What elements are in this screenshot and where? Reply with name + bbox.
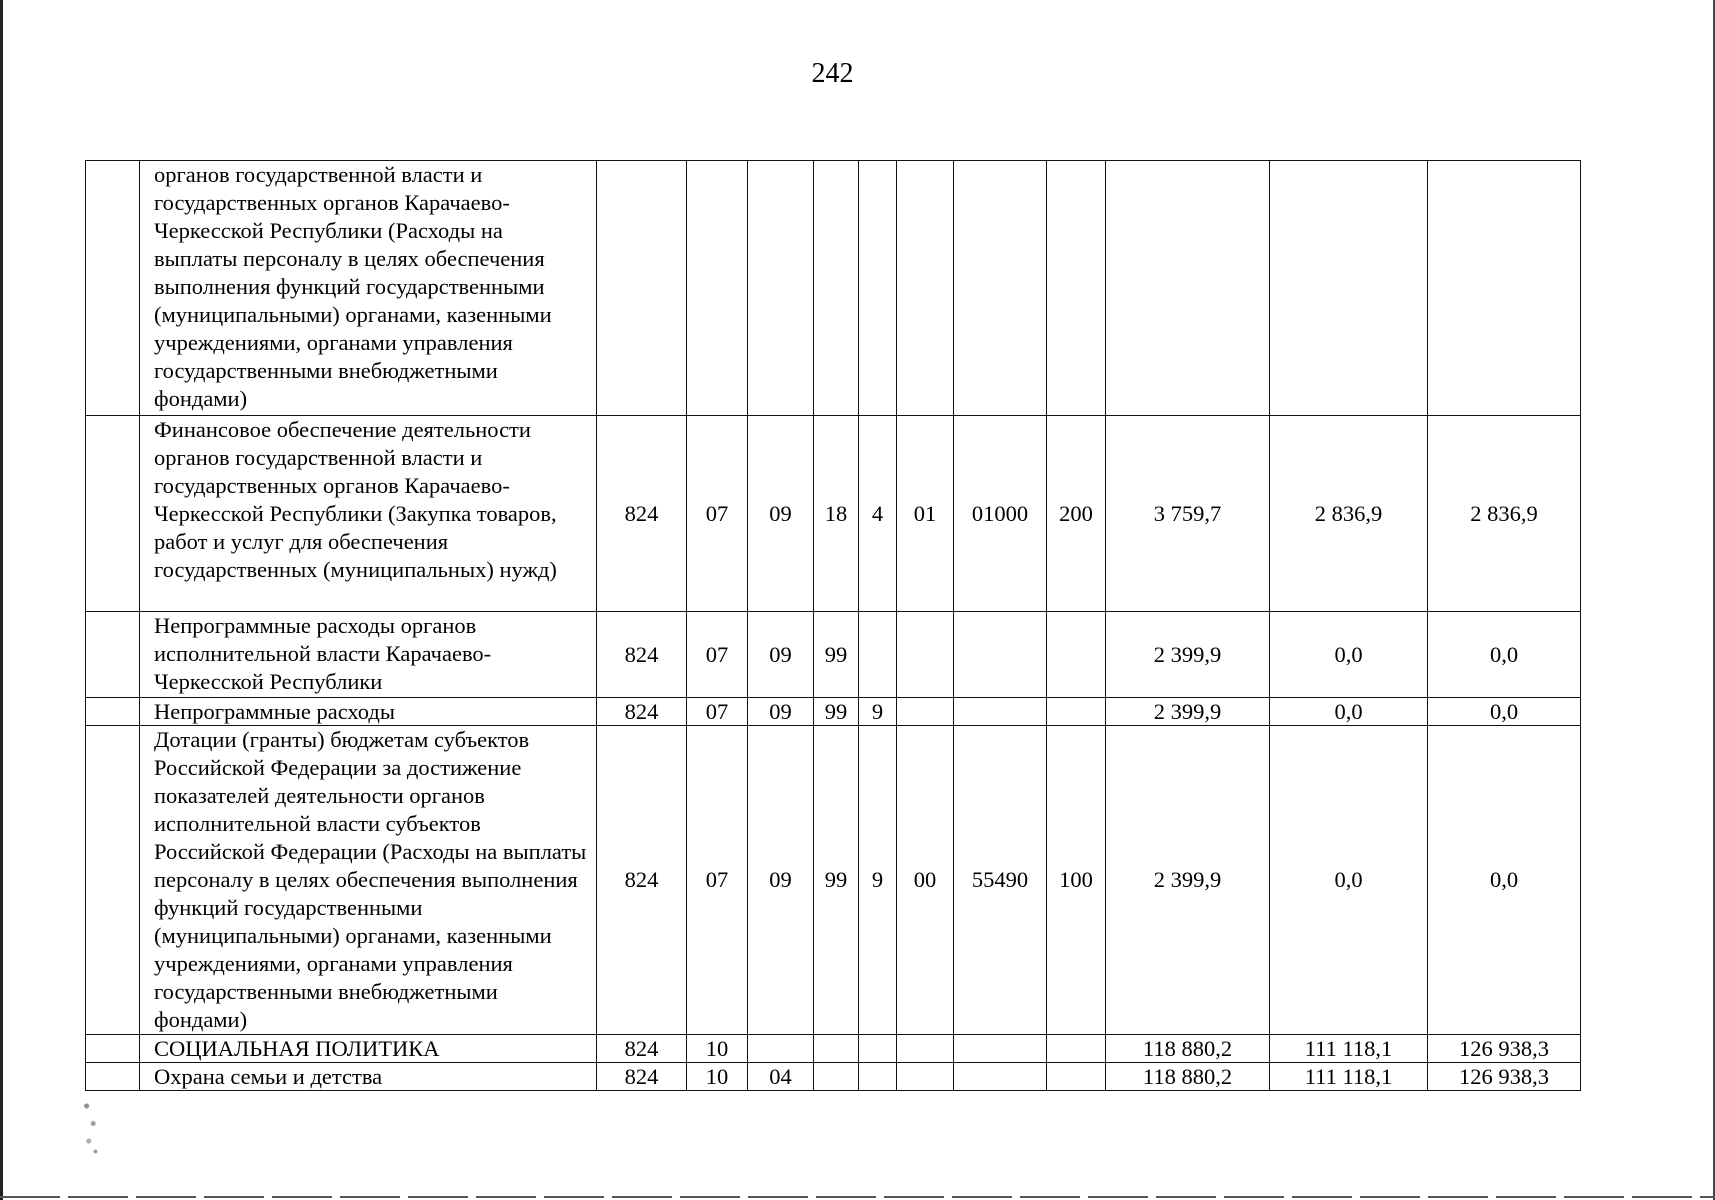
expense-name-cell: Непрограммные расходы [140,698,597,726]
program-cell [814,161,859,416]
expense-name-cell: органов государственной власти и государственных органов Карачаево-Черкесской Республики (Расходы на выплаты персоналу в целях обеспечения выполнения функций государственными (муниципальными) органами, казенными учреждениями, органами управления государственными внебюджетными фондами) [140,161,597,416]
main-event-cell [897,1035,954,1063]
year2-cell: 111 118,1 [1270,1063,1428,1091]
direction-cell [954,698,1047,726]
year3-cell: 2 836,9 [1428,416,1581,612]
expense-type-cell: 100 [1047,726,1106,1035]
expense-type-cell [1047,1035,1106,1063]
program-cell: 99 [814,726,859,1035]
program-cell [814,1035,859,1063]
year2-cell: 2 836,9 [1270,416,1428,612]
code-cell: 824 [597,726,687,1035]
year1-cell: 118 880,2 [1106,1063,1270,1091]
subsection-cell: 09 [748,416,814,612]
year1-cell [1106,161,1270,416]
section-cell: 07 [687,416,748,612]
year3-cell: 0,0 [1428,726,1581,1035]
code-cell: 824 [597,698,687,726]
subsection-cell: 09 [748,726,814,1035]
year1-cell: 2 399,9 [1106,698,1270,726]
direction-cell: 55490 [954,726,1047,1035]
row-number-cell [86,698,140,726]
year2-cell: 0,0 [1270,612,1428,698]
expense-name-cell: Дотации (гранты) бюджетам субъектов Российской Федерации за достижение показателей деятельности органов исполнительной власти субъектов Российской Федерации (Расходы на выплаты персоналу в целях обеспечения выполнения функций государственными (муниципальными) органами, казенными учреждениями, органами управления государственными внебюджетными фондами) [140,726,597,1035]
year2-cell: 111 118,1 [1270,1035,1428,1063]
direction-cell: 01000 [954,416,1047,612]
row-number-cell [86,1063,140,1091]
year1-cell: 3 759,7 [1106,416,1270,612]
table-row [86,416,1581,612]
subsection-cell: 09 [748,698,814,726]
subprogram-cell: 4 [859,416,897,612]
program-cell: 18 [814,416,859,612]
main-event-cell: 00 [897,726,954,1035]
code-cell: 824 [597,1035,687,1063]
table-row [86,161,1581,416]
section-cell: 10 [687,1035,748,1063]
year3-cell: 126 938,3 [1428,1063,1581,1091]
subprogram-cell [859,1035,897,1063]
direction-cell [954,612,1047,698]
section-cell: 10 [687,1063,748,1091]
code-cell: 824 [597,416,687,612]
page-number: 242 [811,58,854,89]
expense-type-cell [1047,612,1106,698]
main-event-cell [897,161,954,416]
expense-type-cell [1047,161,1106,416]
program-cell: 99 [814,612,859,698]
year3-cell [1428,161,1581,416]
expense-type-cell [1047,698,1106,726]
expense-name-cell: Охрана семьи и детства [140,1063,597,1091]
row-number-cell [86,612,140,698]
subsection-cell: 09 [748,612,814,698]
expense-name-cell: СОЦИАЛЬНАЯ ПОЛИТИКА [140,1035,597,1063]
direction-cell [954,1063,1047,1091]
section-cell: 07 [687,612,748,698]
scan-bottom-edge [0,1196,1715,1198]
year2-cell [1270,161,1428,416]
code-cell: 824 [597,612,687,698]
table-row [86,612,1581,698]
row-number-cell [86,416,140,612]
expense-type-cell [1047,1063,1106,1091]
subprogram-cell [859,1063,897,1091]
year2-cell: 0,0 [1270,698,1428,726]
year1-cell: 118 880,2 [1106,1035,1270,1063]
budget-table [85,160,1581,1091]
row-number-cell [86,726,140,1035]
year3-cell: 0,0 [1428,612,1581,698]
section-cell: 07 [687,698,748,726]
section-cell: 07 [687,726,748,1035]
subsection-cell: 04 [748,1063,814,1091]
direction-cell [954,161,1047,416]
main-event-cell [897,612,954,698]
year1-cell: 2 399,9 [1106,612,1270,698]
subprogram-cell: 9 [859,698,897,726]
scan-left-edge [0,0,3,1200]
subprogram-cell [859,161,897,416]
main-event-cell: 01 [897,416,954,612]
year3-cell: 126 938,3 [1428,1035,1581,1063]
subsection-cell [748,1035,814,1063]
section-cell [687,161,748,416]
expense-name-cell: Финансовое обеспечение деятельности органов государственной власти и государственных органов Карачаево-Черкесской Республики (Закупка товаров, работ и услуг для обеспечения государственных (муниципальных) нужд) [140,416,597,612]
table-row [86,1035,1581,1063]
row-number-cell [86,1035,140,1063]
table-row [86,698,1581,726]
row-number-cell [86,161,140,416]
subprogram-cell: 9 [859,726,897,1035]
program-cell [814,1063,859,1091]
main-event-cell [897,698,954,726]
direction-cell [954,1035,1047,1063]
table-row [86,726,1581,1035]
table-row [86,1063,1581,1091]
main-event-cell [897,1063,954,1091]
subprogram-cell [859,612,897,698]
code-cell: 824 [597,1063,687,1091]
code-cell [597,161,687,416]
year3-cell: 0,0 [1428,698,1581,726]
year1-cell: 2 399,9 [1106,726,1270,1035]
expense-name-cell: Непрограммные расходы органов исполнительной власти Карачаево-Черкесской Республики [140,612,597,698]
expense-type-cell: 200 [1047,416,1106,612]
scan-artifact-mark [80,1092,102,1162]
year2-cell: 0,0 [1270,726,1428,1035]
program-cell: 99 [814,698,859,726]
subsection-cell [748,161,814,416]
